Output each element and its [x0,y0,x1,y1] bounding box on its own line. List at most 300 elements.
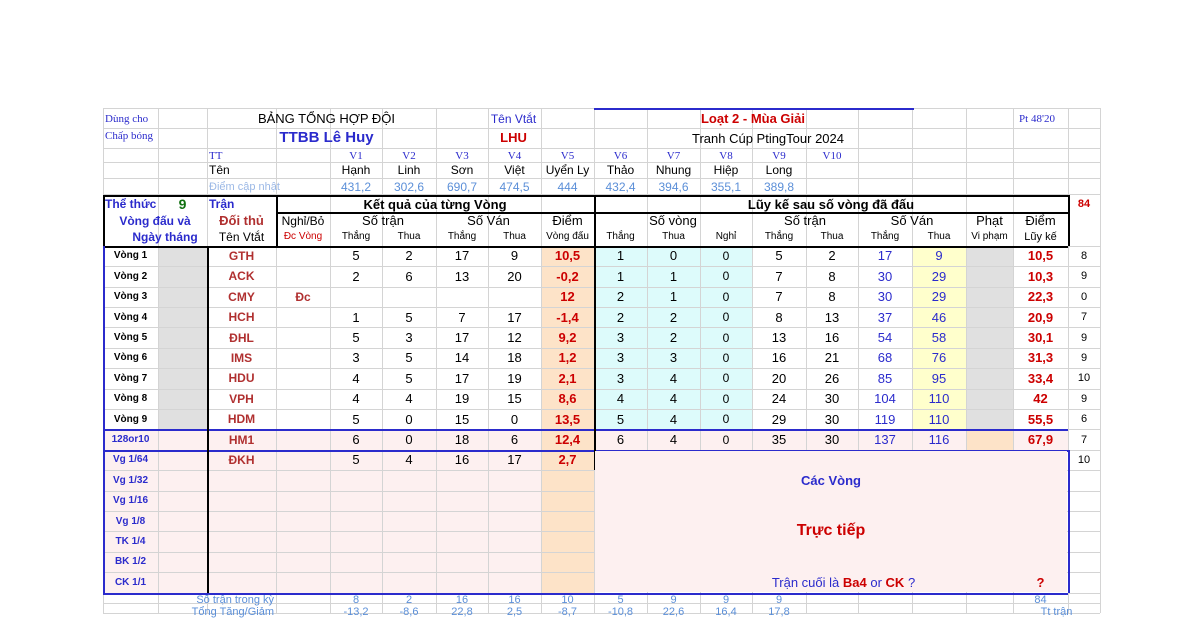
opponent-code: VPH [229,391,254,406]
player-code: V2 [402,149,416,162]
cum-games-lost: 116 [928,432,950,448]
cum-rounds-won: 1 [616,268,625,284]
round-points [541,511,594,531]
matches-lost: 6 [405,268,413,284]
name-label: Tên [209,163,230,177]
round-label: Vòng 2 [113,270,148,282]
final-match-note [594,572,1013,592]
player-name [806,162,858,178]
matches-won: 4 [352,370,360,386]
footer-matches: 84 [1034,594,1047,606]
cum-matches-lost: 8 [828,289,836,305]
player-score: 690,7 [446,179,478,194]
round-label: Vòng 8 [113,393,148,405]
opponent-code [207,470,276,490]
cum-rounds-lost: 4 [669,391,678,407]
penalty [966,409,1013,429]
cum-rounds-rest: 0 [722,330,730,345]
opponent-code [207,552,276,572]
cum-rounds-lost: 1 [669,289,678,305]
penalty [966,327,1013,347]
player-code: V5 [560,149,575,162]
cum-matches-won: 7 [775,289,783,305]
penalty [966,429,1013,449]
games-lost: 6 [510,432,519,448]
pt-label: Pt 48'20 [1019,112,1055,125]
cum-points: 31,3 [1027,350,1054,366]
rest-mark [276,348,330,368]
side-count: 10 [1077,372,1091,385]
note-part: or [870,574,882,590]
cum-points: 10,3 [1027,268,1054,284]
cum-rounds-rest: 0 [722,350,730,365]
opponent-code: HDM [227,412,256,427]
opponent-code [207,511,276,531]
player-name: Long [765,163,793,177]
round-points: -1,4 [556,309,579,325]
round-points: 10,5 [554,248,581,264]
side-count: 10 [1077,453,1091,466]
rest-mark [276,429,330,449]
rest-mark [276,450,330,470]
games-won [436,572,488,592]
games-lost: 17 [507,452,522,468]
matches-won: 5 [352,411,360,427]
cum-games-won: 37 [877,309,893,325]
matches-lost: 4 [405,391,413,407]
rest-mark [276,511,330,531]
player-name: Linh [397,163,421,177]
matches-won [330,552,382,572]
cum-games-won: 119 [874,411,896,427]
games-lost [488,470,541,490]
opponent-code: ACK [228,269,255,284]
games-won [436,511,488,531]
cum-matches-lost: 30 [824,391,840,407]
cum-matches-won: 29 [771,411,787,427]
round-points [541,552,594,572]
rest-mark: Đc [295,289,311,304]
opponent-code [207,491,276,511]
round-points [541,572,594,592]
rest-mark [276,572,330,592]
matches-lost [382,511,436,531]
player-code: V3 [455,149,469,162]
matches-won [330,572,382,592]
player-name: Việt [504,163,525,177]
side-count [1068,491,1100,511]
short-name-col-label: Tên Vtắt [218,229,265,244]
matches-won: 1 [352,309,360,325]
round-label: BK 1/2 [114,556,147,568]
cum-matches-lost: 8 [828,268,836,284]
matches-lost [382,531,436,551]
cum-rounds-rest: 0 [722,269,730,284]
player-code: V4 [507,149,522,162]
cum-matches-lost: 30 [824,432,840,448]
cum-matches-lost: 30 [824,411,840,427]
points-label: Điểm [552,213,583,228]
player-code: V10 [822,149,842,162]
player-name: Hiệp [713,163,739,177]
footer-change: 22,6 [662,605,685,618]
games-won: 14 [454,350,470,366]
series-label: Loạt 2 - Mùa Giải [700,111,805,126]
footer-change: 2,5 [506,605,523,618]
cum-matches-lost: 26 [824,370,840,386]
round-points: 13,5 [554,411,581,427]
side-count: 6 [1080,413,1088,426]
subheader-thua: Thua [503,231,526,242]
matches-won [330,470,382,490]
tt-match-label: Tt trận [1040,605,1073,618]
side-count: 9 [1080,351,1088,364]
cum-games-won: 54 [877,330,893,346]
side-count: 7 [1080,433,1088,446]
cum-rounds-lost: 2 [669,330,678,346]
live-label: Trực tiếp [796,522,866,540]
tournament-name: Tranh Cúp PtingTour 2024 [691,131,844,146]
cum-matches-won: 7 [775,268,783,284]
round-points: 9,2 [558,330,577,346]
side-count [1068,511,1100,531]
round-label: Vòng 6 [113,352,148,364]
side-count [1068,470,1100,490]
player-code: V6 [613,149,628,162]
games-lost [488,552,541,572]
cum-games-won: 68 [877,350,893,366]
cum-points: 67,9 [1027,432,1054,448]
cum-matches-won: 13 [771,330,787,346]
opponent-code: HCH [228,310,255,325]
footer-change: 22,8 [451,605,473,618]
tt-label: TT [209,149,223,162]
matches-lost [382,572,436,592]
cum-games-lost: 95 [931,370,947,386]
matches-lost [382,470,436,490]
cum-matches-won: 35 [771,432,787,448]
games-won [436,531,488,551]
cum-rounds-rest: 0 [722,412,730,427]
games-won [436,470,488,490]
cum-games-lost: 9 [935,248,943,264]
games-lost: 12 [507,330,522,346]
player-score: 431,2 [340,179,372,194]
round-points: -0,2 [556,268,579,284]
note-part: CK [885,574,905,590]
games-lost: 17 [507,309,522,325]
matches-won [330,491,382,511]
cum-rounds-rest: 0 [722,371,730,386]
player-score: 389,8 [763,179,795,194]
cum-rounds-rest: 0 [722,289,730,304]
games-lost: 20 [507,268,522,284]
footer-matches: 9 [775,594,783,606]
side-total: 84 [1077,198,1091,210]
games-won: 17 [454,370,470,386]
cum-rounds-won: 2 [616,289,625,305]
subheader-thang: Thắng [606,231,635,242]
cum-matches-won: 8 [775,309,783,325]
cum-games-won: 137 [874,432,896,448]
cum-matches-won: 5 [775,248,783,264]
round-date-label: Vòng đấu và [119,213,191,228]
subheader-thua: Thua [397,231,421,242]
points-updated-label: Điểm cập nhật [209,180,280,193]
games-won: 15 [454,411,470,427]
cum-rounds-lost: 4 [669,370,678,386]
player-name: Hạnh [341,163,371,177]
matches-lost: 4 [405,452,413,468]
cum-rounds-won: 2 [616,309,625,325]
player-code: V1 [349,149,363,162]
subheader-thang: Thắng [764,231,794,242]
subheader-thua: Thua [927,231,951,242]
round-points: 2,7 [558,452,577,468]
rest-mark [276,552,330,572]
cum-points: 30,1 [1027,330,1054,346]
side-count: 8 [1080,249,1088,262]
cum-points: 55,5 [1027,411,1054,427]
final-question: ? [1036,574,1045,590]
matches-won: 3 [352,350,360,366]
cum-games-won: 17 [877,248,893,264]
player-score: 444 [557,179,578,194]
date-fill [158,246,207,430]
games-lost [488,572,541,592]
round-label: Vòng 1 [113,250,148,262]
footer-matches: 16 [508,594,521,606]
games-won: 13 [454,268,470,284]
rest-mark [276,470,330,490]
round-label: Vg 1/8 [115,515,146,527]
games-lost: 15 [507,391,522,407]
footer-change: -13,2 [343,605,369,618]
opponent-code [207,572,276,592]
cum-rounds-lost: 4 [669,432,678,448]
round-points: 12,4 [554,432,581,448]
round-points: 12 [560,289,575,305]
round-label: Vòng 4 [113,311,148,323]
games-lost [488,531,541,551]
round-label: Vg 1/16 [112,495,149,507]
opponent-code: IMS [230,350,253,365]
cum-rounds-lost: 2 [669,309,678,325]
rest-mark [276,368,330,388]
player-name: Uyển Ly [545,163,590,177]
round-points: 8,6 [558,391,577,407]
games-won: 19 [454,391,470,407]
cum-matches-lost: 13 [824,309,840,325]
cum-games-lost: 29 [931,268,947,284]
rest-mark [276,389,330,409]
round-points [541,531,594,551]
footer-matches: 8 [352,594,360,606]
matches-won: 5 [352,452,360,468]
matches-won [330,531,382,551]
subheader-thang: Thắng [447,231,477,242]
cum-games-won: 30 [877,268,893,284]
cum-points: 10,5 [1027,248,1054,264]
cum-rounds-won: 3 [616,350,625,366]
total-change-label: Tổng Tăng/Giảm [191,605,274,618]
games-lost [488,287,541,307]
rest-mark [276,266,330,286]
cum-games-lost: 110 [928,411,950,427]
games-lost [488,491,541,511]
round-label: Vòng 7 [113,372,148,384]
matches-lost: 2 [405,248,413,264]
matches-lost: 5 [405,350,413,366]
side-count [1068,531,1100,551]
footer-matches: 10 [561,594,574,606]
cumulative-heading: Lũy kế sau số vòng đã đấu [747,196,915,212]
round-label: Vòng 9 [113,413,148,425]
cum-matches-won: 20 [771,370,787,386]
side-count: 9 [1080,392,1088,405]
round-label: 128or10 [111,434,150,446]
matches-lost: 5 [405,309,413,325]
games-won: 16 [454,452,470,468]
cum-rounds-lost: 1 [669,268,678,284]
penalty [966,246,1013,266]
opponent-code: HDU [228,371,255,386]
round-points-label: Vòng đấu [546,231,589,242]
penalty [966,307,1013,327]
opponent-code [207,531,276,551]
side-count: 9 [1080,270,1088,283]
matches-won: 4 [352,391,360,407]
matches-in-period-label: Số trận trong kỳ [196,594,274,606]
player-code: V7 [666,149,681,162]
matches-label: Số trận [362,213,404,228]
cum-rounds-won: 6 [616,432,625,448]
board-title: BẢNG TỔNG HỢP ĐỘI [257,110,396,126]
round-label: Vòng 5 [113,332,148,344]
footer-matches: 5 [617,594,624,606]
penalty [966,348,1013,368]
games-lost: 9 [510,248,519,264]
grid-line [158,108,159,613]
cum-rounds-won: 3 [616,330,625,346]
player-score: 432,4 [605,179,636,194]
footer-change: -10,8 [607,605,634,618]
opponent-code: CMY [228,289,255,304]
matches-won: 6 [352,432,360,448]
matches-lost [382,491,436,511]
matches-lost: 5 [405,370,413,386]
penalty [966,287,1013,307]
games-won: 18 [454,432,470,448]
rest-mark [276,409,330,429]
subheader-thua: Thua [820,231,844,242]
matches-won: 5 [352,248,360,264]
games-lost: 0 [510,411,519,427]
penalty [966,368,1013,388]
penalty [966,266,1013,286]
round-points: 1,2 [558,350,577,366]
player-code: V9 [772,149,786,162]
player-score: 474,5 [499,179,530,194]
cum-matches-won: 16 [771,350,787,366]
cum-rounds-lost: 0 [669,248,678,264]
player-score: 355,1 [710,179,742,194]
rounds-panel-title: Các Vòng [801,472,861,488]
round-label: Vòng 3 [113,291,148,303]
side-count: 9 [1080,331,1088,344]
cum-games-label: Số Ván [890,213,934,228]
footer-change [806,605,858,618]
round-points [541,491,594,511]
rounds-count-label: Số vòng [649,213,697,228]
cum-rounds-rest: 0 [722,391,730,406]
cum-rounds-rest: 0 [722,432,730,447]
rest-mark [276,491,330,511]
round-label: CK 1/1 [114,576,147,588]
rest-mark [276,307,330,327]
player-name: Sơn [450,163,474,177]
format-value: 9 [178,196,187,212]
side-count [1068,552,1100,572]
cum-matches-lost: 16 [824,330,840,346]
opponent-label: Đối thủ [219,213,264,228]
results-heading: Kết quả của từng Vòng [363,196,507,212]
matches-lost: 0 [405,411,413,427]
cum-rounds-won: 4 [616,391,625,407]
subheader-thang: Thắng [870,231,900,242]
matches-lost: 0 [405,432,413,448]
cum-rounds-won: 1 [616,248,625,264]
opponent-code: ĐKH [228,452,255,467]
games-won: 17 [454,330,470,346]
cum-rounds-rest: 0 [722,248,730,263]
subheader-nghi: Nghỉ [715,231,737,242]
rest-mark [276,531,330,551]
adjust-label: Đc Vòng [283,231,323,242]
team-name: TTBB Lê Huy [279,128,374,146]
cum-rounds-lost: 4 [669,411,678,427]
match-label: Trận [209,197,235,211]
rest-mark [276,246,330,266]
player-code: V8 [719,149,733,162]
cum-rounds-lost: 3 [669,350,678,366]
short-name-label: Tên Vtắt [490,112,537,126]
side-count: 0 [1080,290,1088,303]
note-part: Trận cuối là [771,574,840,590]
matches-won: 5 [352,330,360,346]
games-lost: 19 [507,370,522,386]
games-lost: 18 [507,350,522,366]
short-name-value: LHU [500,129,527,145]
footer-matches: 9 [670,594,677,606]
penalty-label: Phạt [976,213,1003,228]
subheader-thua: Thua [662,231,685,242]
matches-lost [382,552,436,572]
games-lost [488,511,541,531]
round-label: TK 1/4 [115,536,146,548]
footer-change: 16,4 [715,605,737,618]
cum-games-lost: 29 [931,289,947,305]
round-points: 2,1 [558,370,577,386]
violation-label: Vi phạm [971,231,1008,242]
grid-line [1100,108,1101,613]
player-score [806,179,858,194]
games-won: 17 [454,248,470,264]
matches-lost [382,287,436,307]
format-label: Thể thức [105,197,157,211]
player-score: 394,6 [658,179,689,194]
cum-points: 22,3 [1027,289,1054,305]
